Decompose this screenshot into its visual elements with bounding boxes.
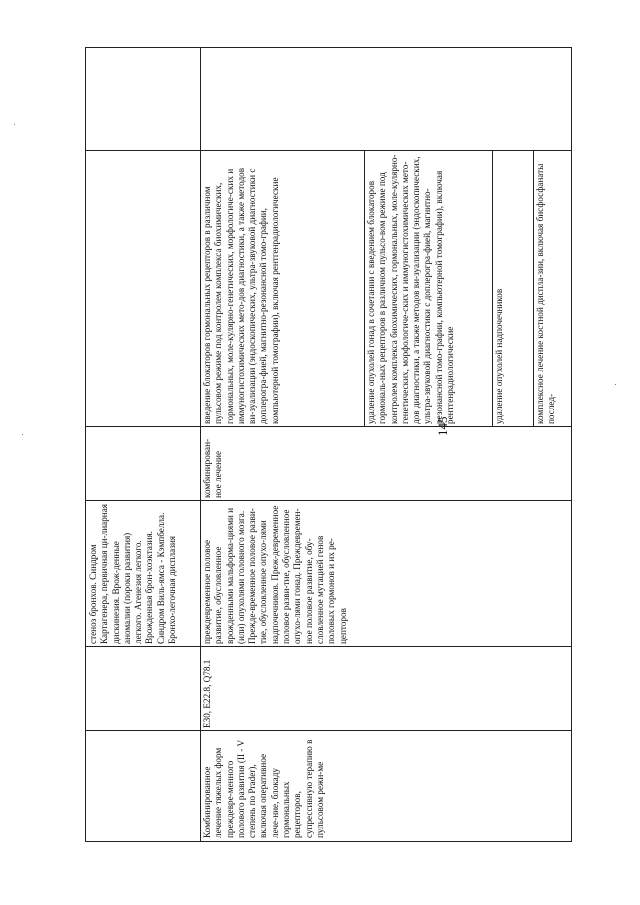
scan-speck [14, 124, 15, 125]
row1-col4-cell [86, 427, 200, 501]
scan-speck [615, 384, 616, 385]
procedures-table [85, 47, 572, 842]
row2-disease-cell: преждевременное половое развитие, обусловленное врожденными мальформа-циями и (или) опухолями головного мозга. Прежде-временное половое разви-тие, обусловленное опухо-лями надпочечников. Преж-девременное половое разви-тие, обусловленное опухо-лями гонад. Преждевремен-ное половое развитие, обу-словленное мутацией генов половых гормонов и их ре-цепторов [202, 505, 348, 644]
row2-col6-cell [200, 46, 573, 151]
row2-icd-codes-cell: E30, E22.8, Q78.1 [202, 659, 212, 728]
row2-treatment-type-cell: комбинирован-ное лечение [202, 438, 224, 498]
row1-disease-cell: стеноз бронхов. Синдром Картагенера, первичная ци-лиарная дискинезия. Врож-денные аномалии (пороки развития) легкого. Агенезия легкого. Врожденная брон-хоэктазия. Синдром Виль-ямса - Кэмпбелла. Бронхо-легочная дисплазия [88, 503, 178, 644]
row2-treatment-name-cell: Комбинированное лечение тяжелых форм преждевре-менного полового развития (II - V степень по Prader), включая оперативное лече-ние, блокаду гормональных рецепторов, супрессивную терапию в пульсовом режи-ме [202, 739, 325, 838]
row1-col1-cell [86, 731, 200, 841]
row2-method-a-cell: введение блокаторов гормональных рецепторов в различном пульсовом режиме под контролем комплекса биохимических, гормональных, моле-кулярно-генетических, морфологиче-ских и иммуногистохимических мето-дов диагностики, а также методов ви-зуализации (эндоскопических, ультра-звуковой диагностики с доплерогра-фией, магнитно-резонансной томо-графии, компьютерной томографии), включая рентгенрадиологические [202, 167, 280, 424]
row2-method-b-cell: удаление опухолей гонад в сочетании с введением блокаторов гормональ-ных рецепторов в различном пульсо-вом режиме под контролем комплекса биохимических, гормональных, моле-кулярно-генетических, морфологиче-ских и иммуногистохимических мето-дов диагностики, а также методов ви-зуализации (эндоскопических, ультра-звуковой диагностики с доплерогра-фией, магнитно-резонансной томо-графии, компьютерной томографии), включая рентгенрадиологические [366, 154, 456, 424]
row1-col6-cell [86, 46, 200, 151]
row2-method-d-cell: комплексное лечение костной диспла-зии, включая бисфосфанаты послед- [535, 163, 557, 424]
row1-col2-cell [86, 647, 200, 731]
row1-col5-cell [86, 151, 200, 427]
row2-method-c-cell: удаление опухолей надпочечников [494, 288, 504, 424]
scan-speck [22, 434, 23, 435]
page-number: 145 [435, 416, 450, 436]
